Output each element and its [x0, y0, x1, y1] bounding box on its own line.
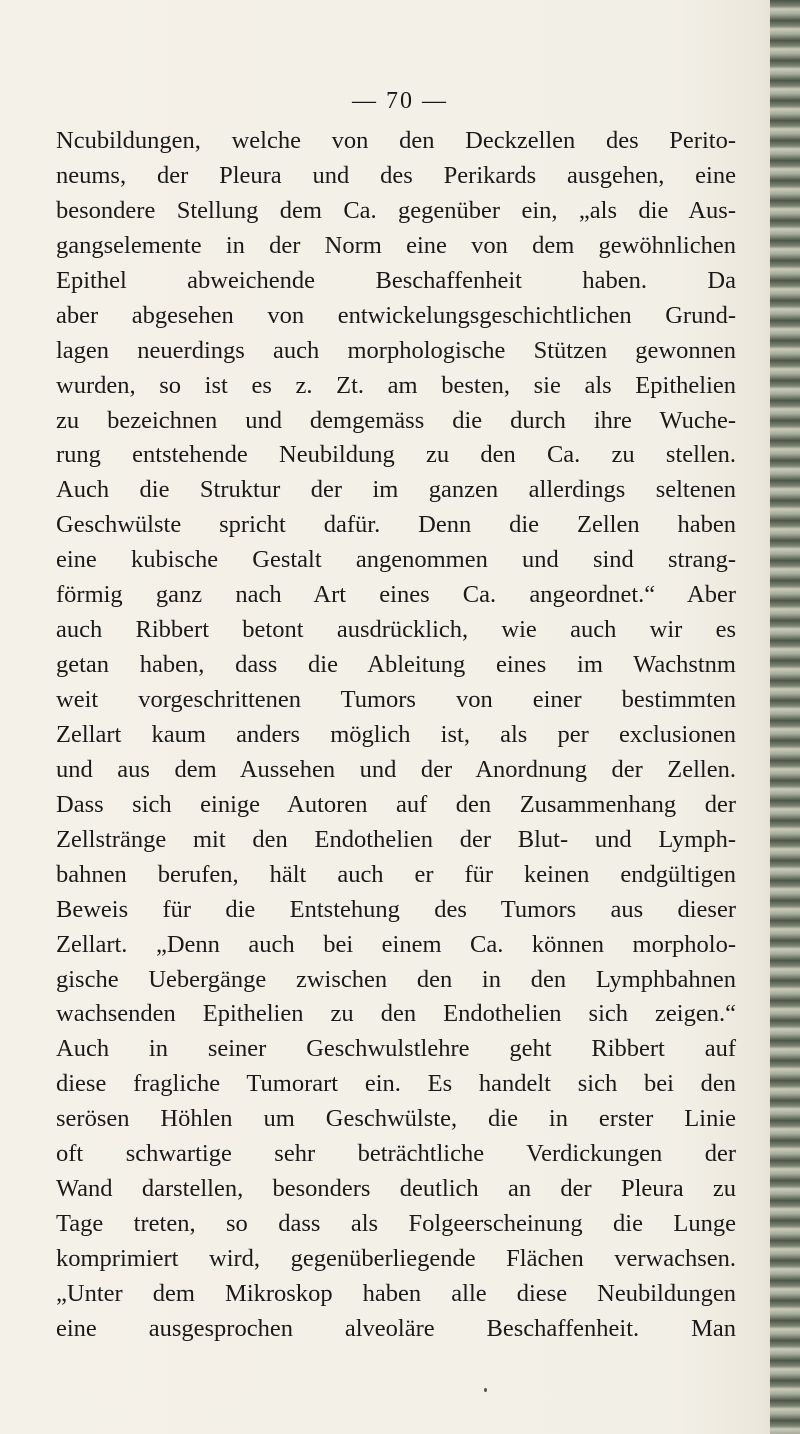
page-number: — 70 —: [352, 88, 448, 114]
text-line: serösen Höhlen um Geschwülste, die in erster Linie: [56, 1105, 736, 1133]
text-line: Auch die Struktur der im ganzen allerdings seltenen: [56, 476, 736, 504]
text-line: Ncubildungen, welche von den Deckzellen des Perito-: [56, 127, 736, 154]
text-line: besondere Stellung dem Ca. gegenüber ein, „als die Aus-: [56, 196, 736, 224]
page-edge: [770, 0, 800, 1434]
text-line: bahnen berufen, hält auch er für keinen endgültigen: [56, 860, 736, 888]
ink-speck: [484, 1388, 487, 1392]
text-line: auch Ribbert betont ausdrücklich, wie auch wir es: [56, 616, 736, 644]
text-line: aber abgesehen von entwickelungsgeschichtlichen Grund-: [56, 301, 736, 329]
text-line: eine ausgesprochen alveoläre Beschaffenheit. Man: [56, 1314, 736, 1342]
text-line: neums, der Pleura und des Perikards ausgehen, eine: [56, 161, 736, 189]
text-line: Epithel abweichende Beschaffenheit haben. Da: [56, 266, 736, 294]
text-line: zu bezeichnen und demgemäss die durch ihre Wuche-: [56, 406, 736, 434]
text-line: Zellart kaum anders möglich ist, als per exclusionen: [56, 720, 736, 748]
text-line: „Unter dem Mikroskop haben alle diese Neubildungen: [56, 1279, 736, 1307]
text-line: eine kubische Gestalt angenommen und sind strang-: [56, 546, 736, 574]
text-line: weit vorgeschrittenen Tumors von einer bestimmten: [56, 686, 736, 713]
text-line: Zellstränge mit den Endothelien der Blut- und Lymph-: [56, 825, 736, 853]
text-line: und aus dem Aussehen und der Anordnung der Zellen.: [56, 755, 736, 783]
text-line: Wand darstellen, besonders deutlich an der Pleura zu: [56, 1175, 736, 1203]
text-line: getan haben, dass die Ableitung eines im Wachstnm: [56, 651, 736, 679]
text-line: Dass sich einige Autoren auf den Zusammenhang der: [56, 790, 736, 818]
text-line: gangselemente in der Norm eine von dem gewöhnlichen: [56, 231, 736, 259]
text-line: Tage treten, so dass als Folgeerscheinung die Lunge: [56, 1210, 736, 1238]
text-line: Auch in seiner Geschwulstlehre geht Ribbert auf: [56, 1035, 736, 1063]
text-line: wachsenden Epithelien zu den Endothelien sich zeigen.“: [56, 1000, 736, 1028]
text-line: förmig ganz nach Art eines Ca. angeordnet.“ Aber: [56, 581, 736, 609]
text-line: oft schwartige sehr beträchtliche Verdickungen der: [56, 1140, 736, 1168]
text-line: diese fragliche Tumorart ein. Es handelt sich bei den: [56, 1070, 736, 1098]
text-line: wurden, so ist es z. Zt. am besten, sie als Epithelien: [56, 371, 736, 399]
text-line: Beweis für die Entstehung des Tumors aus dieser: [56, 895, 736, 923]
text-line: Geschwülste spricht dafür. Denn die Zellen haben: [56, 511, 736, 539]
text-line: rung entstehende Neubildung zu den Ca. zu stellen.: [56, 441, 736, 469]
text-line: komprimiert wird, gegenüberliegende Flächen verwachsen.: [56, 1245, 736, 1272]
text-line: Zellart. „Denn auch bei einem Ca. können morpholo-: [56, 930, 736, 958]
body-text: [56, 124, 736, 1347]
text-line: gische Uebergänge zwischen den in den Lymphbahnen: [56, 965, 736, 993]
text-line: lagen neuerdings auch morphologische Stützen gewonnen: [56, 336, 736, 364]
